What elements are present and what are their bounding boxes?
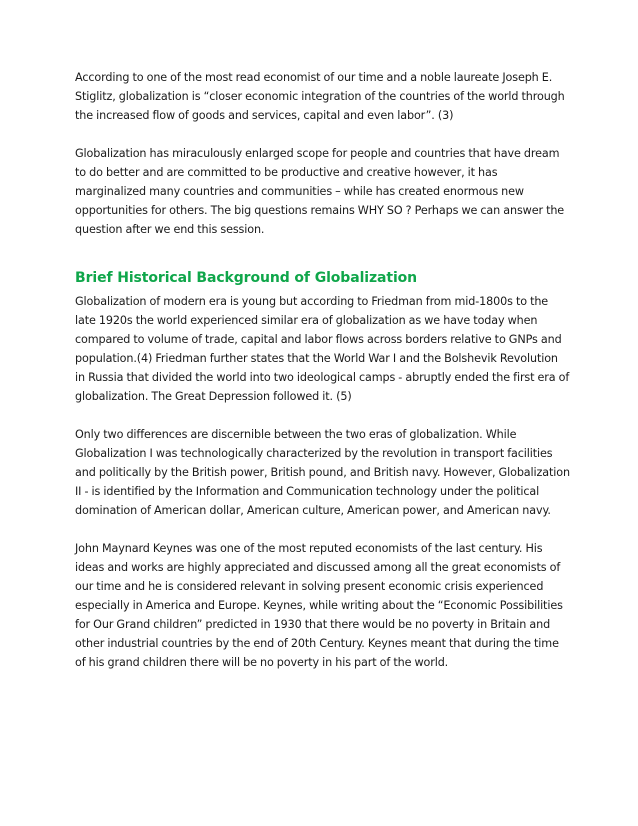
paragraph-spacer — [75, 520, 570, 539]
paragraph-stiglitz-definition: According to one of the most read economist of our time and a noble laureate Joseph E. Stiglitz, globalization is “closer economic integration of the countries of the world through the increased flow of goods and services, capital and even labor”. (3) — [75, 71, 565, 122]
section-heading: Brief Historical Background of Globalization — [75, 270, 418, 286]
document-page — [75, 68, 570, 672]
paragraph-keynes: John Maynard Keynes was one of the most reputed economists of the last century. His ideas and works are highly appreciated and discussed among all the great economists of our time and he is considered relevant in solving present economic crisis experienced especially in America and Europe. Keynes, while writing about the “Economic Possibilities for Our Grand children” predicted in 1930 that there would be no poverty in Britain and other industrial countries by the end of 20th Century. Keynes meant that during the time of his grand children there will be no poverty in his part of the world. — [75, 542, 563, 669]
paragraph-spacer — [75, 239, 570, 267]
paragraph-spacer — [75, 406, 570, 425]
paragraph-friedman-history: Globalization of modern era is young but according to Friedman from mid-1800s to the late 1920s the world experienced similar era of globalization as we have today when compared to volume of trade, capital and labor flows across borders relative to GNPs and population.(4) Friedman further states that the World War I and the Bolshevik Revolution in Russia that divided the world into two ideological camps - abruptly ended the first era of globalization. The Great Depression followed it. (5) — [75, 295, 570, 403]
paragraph-globalization-scope: Globalization has miraculously enlarged scope for people and countries that have dream to do better and are committed to be productive and creative however, it has marginalized many countries and communities – while has created enormous new opportunities for others. The big questions remains WHY SO ? Perhaps we can answer the question after we end this session. — [75, 147, 565, 236]
paragraph-spacer — [75, 125, 570, 144]
paragraph-two-eras: Only two differences are discernible between the two eras of globalization. While Globalization I was technologically characterized by the revolution in transport facilities and politically by the British power, British pound, and British navy. However, Globalization II - is identified by the Information and Communication technology under the political domination of American dollar, American culture, American power, and American navy. — [75, 428, 570, 517]
